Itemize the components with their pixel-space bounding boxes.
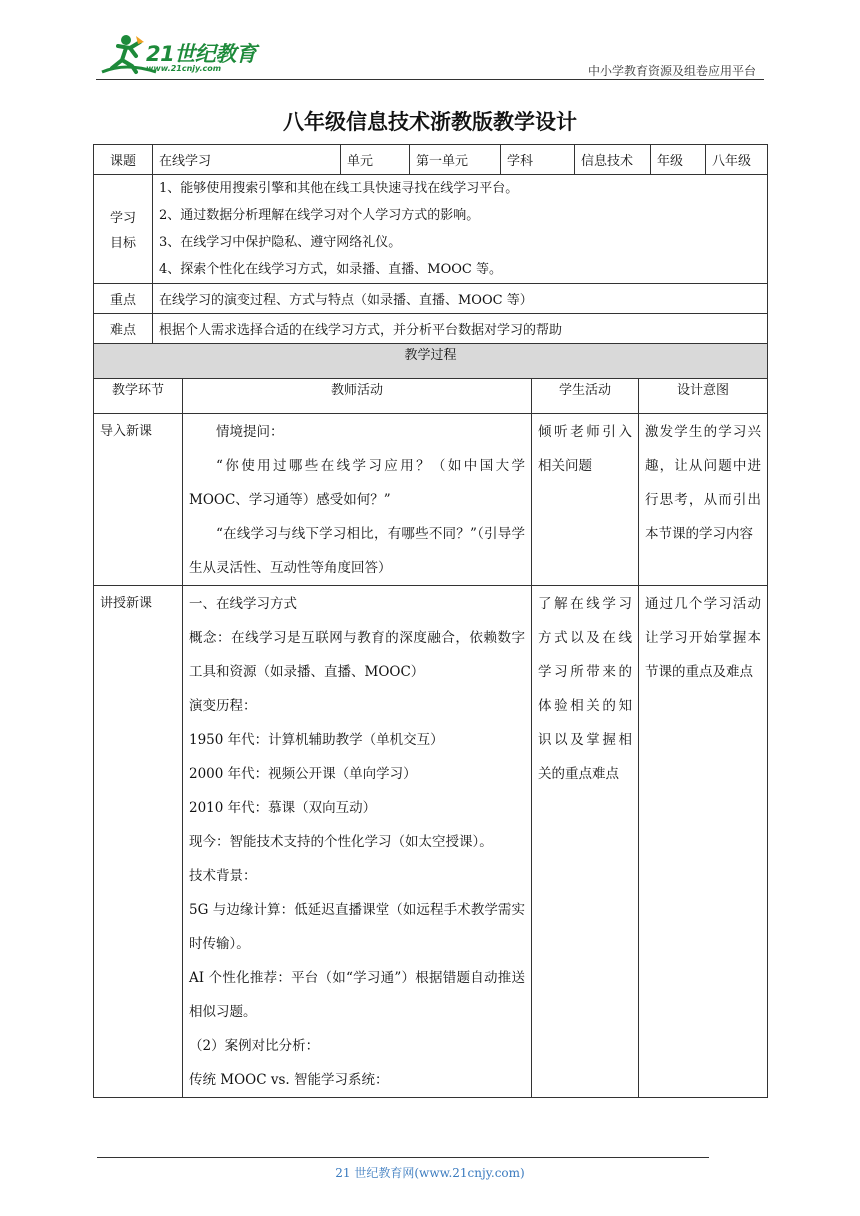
goal-item: 3、在线学习中保护隐私、遵守网络礼仪。 [159, 235, 402, 250]
subject-label: 学科 [501, 145, 575, 175]
subject-value: 信息技术 [575, 145, 651, 175]
process-row-intro [94, 414, 768, 586]
column-header: 教师活动 [183, 379, 532, 414]
goals-list [153, 175, 768, 284]
key-label: 重点 [94, 284, 153, 314]
key-value: 在线学习的演变过程、方式与特点（如录播、直播、MOOC 等） [153, 284, 768, 314]
goal-item: 2、通过数据分析理解在线学习对个人学习方式的影响。 [159, 208, 480, 223]
teacher-paragraph: 演变历程： [189, 698, 257, 714]
teacher-paragraph: 一、在线学习方式 [189, 596, 297, 612]
grade-label: 年级 [651, 145, 706, 175]
student-activity-cell: 了解在线学习方式以及在线学习所带来的体验相关的知识以及掌握相关的重点难点 [532, 586, 639, 1098]
teacher-paragraph: 情境提问： [216, 424, 284, 440]
teacher-paragraph: 2010 年代：慕课（双向互动） [189, 800, 377, 816]
column-header: 教学环节 [94, 379, 183, 414]
teacher-paragraph: “在线学习与线下学习相比，有哪些不同？”（引导学生从灵活性、互动性等角度回答） [189, 526, 525, 576]
difficulty-label: 难点 [94, 314, 153, 344]
process-heading: 教学过程 [94, 344, 768, 379]
teacher-paragraph: “你使用过哪些在线学习应用？（如中国大学 MOOC、学习通等）感受如何？” [189, 458, 525, 508]
header-divider [96, 79, 764, 80]
difficulty-value: 根据个人需求选择合适的在线学习方式，并分析平台数据对学习的帮助 [153, 314, 768, 344]
course-info-table [93, 144, 768, 344]
logo-text: 21世纪教育 [146, 42, 257, 66]
logo-url: www.21cnjy.com [146, 64, 222, 73]
footer-link[interactable]: 21 世纪教育网(www.21cnjy.com) [335, 1166, 525, 1180]
stage-cell: 导入新课 [94, 414, 183, 586]
teacher-paragraph: 技术背景： [189, 868, 257, 884]
course-label: 课题 [94, 145, 153, 175]
teacher-activity-cell [183, 586, 532, 1098]
unit-label: 单元 [341, 145, 410, 175]
process-heading-row [94, 344, 768, 379]
info-row-difficulty [94, 314, 768, 344]
teacher-paragraph: 2000 年代：视频公开课（单向学习） [189, 766, 417, 782]
teaching-process-table [93, 343, 768, 1098]
teacher-paragraph: 传统 MOOC vs. 智能学习系统： [189, 1072, 389, 1088]
teacher-paragraph: AI 个性化推荐：平台（如“学习通”）根据错题自动推送相似习题。 [189, 970, 525, 1020]
teacher-paragraph: 现今：智能技术支持的个性化学习（如太空授课）。 [189, 834, 493, 850]
goal-item: 4、探索个性化在线学习方式，如录播、直播、MOOC 等。 [159, 262, 502, 277]
grade-value: 八年级 [706, 145, 768, 175]
info-row-key [94, 284, 768, 314]
info-row-goals [94, 175, 768, 284]
student-activity-cell: 倾听老师引入相关问题 [532, 414, 639, 586]
process-row-new-lesson [94, 586, 768, 1098]
stage-cell: 讲授新课 [94, 586, 183, 1098]
teacher-paragraph: 5G 与边缘计算：低延迟直播课堂（如远程手术教学需实时传输）。 [189, 902, 525, 952]
column-header: 学生活动 [532, 379, 639, 414]
footer-divider [97, 1157, 709, 1158]
teacher-paragraph: 概念：在线学习是互联网与教育的深度融合，依赖数字工具和资源（如录播、直播、MOOC） [189, 630, 525, 680]
teacher-paragraph: 1950 年代：计算机辅助教学（单机交互） [189, 732, 444, 748]
unit-value: 第一单元 [410, 145, 501, 175]
goals-label [94, 175, 153, 284]
teacher-paragraph: （2）案例对比分析： [189, 1038, 320, 1054]
goals-label-line: 学习 [109, 211, 136, 226]
design-intent-cell: 激发学生的学习兴趣，让从问题中进行思考，从而引出本节课的学习内容 [639, 414, 768, 586]
design-intent-cell: 通过几个学习活动让学习开始掌握本节课的重点及难点 [639, 586, 768, 1098]
page-title: 八年级信息技术浙教版教学设计 [283, 110, 577, 134]
course-value: 在线学习 [153, 145, 341, 175]
goal-item: 1、能够使用搜索引擎和其他在线工具快速寻找在线学习平台。 [159, 181, 519, 196]
header-platform-text: 中小学教育资源及组卷应用平台 [587, 64, 756, 78]
goals-label-line: 目标 [109, 236, 136, 251]
process-column-headers [94, 379, 768, 414]
teacher-activity-cell [183, 414, 532, 586]
column-header: 设计意图 [639, 379, 768, 414]
info-row-basic [94, 145, 768, 175]
